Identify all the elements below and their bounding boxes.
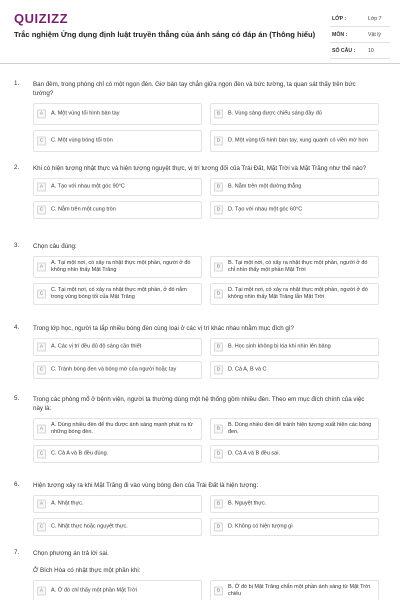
question-number: 2. — [14, 164, 20, 171]
option-text: D. Không có hiện tượng gì — [228, 523, 293, 530]
option-b[interactable] — [210, 495, 379, 513]
option-letter: D — [214, 290, 223, 299]
option-letter: C — [37, 523, 46, 532]
question-7 — [0, 549, 400, 600]
header — [0, 0, 400, 64]
option-letter: A — [37, 263, 46, 272]
question-number: 7. — [14, 549, 20, 556]
grade-value: Lớp 7 — [368, 16, 382, 22]
option-c[interactable] — [33, 283, 202, 305]
option-d[interactable] — [210, 130, 379, 152]
question-5 — [0, 395, 400, 463]
option-text: A. Ở đó chỉ thấy một phần Mặt Trời — [51, 587, 137, 594]
option-d[interactable] — [210, 283, 379, 305]
count-value: 10 — [368, 48, 374, 54]
option-text: D. Cả A, B và C — [228, 366, 267, 373]
option-a[interactable] — [33, 256, 202, 278]
option-d[interactable] — [210, 361, 379, 379]
question-text: Chọn câu đúng: — [33, 243, 77, 250]
option-letter: B — [214, 263, 223, 272]
option-text: A. Tại một nơi, có xảy ra nhật thực một phần, người ở đó không nhìn thấy Mặt Trăng — [51, 260, 191, 273]
option-text: B. Học sinh không bị lóa khi nhìn lên bảng — [228, 343, 331, 350]
option-a[interactable] — [33, 178, 202, 196]
option-letter: D — [214, 523, 223, 532]
option-text: D. Một vùng tối hình bàn tay, xung quanh có viền mờ hơn — [228, 137, 369, 144]
option-d[interactable] — [210, 445, 379, 463]
option-grid — [33, 338, 379, 379]
question-text: Trong lớp học, người ta lắp nhiều bóng đèn cùng loại ở các vị trí khác nhau nhằm mục đích gì? — [33, 325, 294, 332]
option-text: D. Tại một nơi, có xảy ra nhật thực một phần, người ở đó không nhìn thấy Mặt Trăng lẫn Mặt Trời — [228, 287, 368, 300]
option-a[interactable] — [33, 580, 202, 600]
question-text: Hiện tượng xảy ra khi Mặt Trăng đi vào vùng bóng đen của Trái Đất là hiện tượng: — [33, 482, 259, 489]
subject-value: Vật lý — [368, 32, 381, 38]
question-text: Trong các phòng mổ ở bệnh viện, người ta thường dùng một hệ thống gồm nhiều đèn. Theo em mục đích chính của việc này là: — [33, 396, 365, 412]
question-text: Ban đêm, trong phòng chỉ có một ngọn đèn. Giơ bàn tay chắn giữa ngọn đèn và bức tường, ta quan sát thấy trên bức tường? — [33, 81, 356, 97]
option-letter: A — [37, 183, 46, 192]
option-d[interactable] — [210, 518, 379, 536]
option-letter: B — [214, 587, 223, 596]
option-letter: B — [214, 110, 223, 119]
option-text: A. Nhật thực. — [51, 500, 84, 507]
option-text: D. Cả A và B đều sai. — [228, 450, 280, 457]
option-grid — [33, 178, 379, 219]
question-text: Chọn phương án trả lời sai. — [33, 550, 109, 557]
question-subtext: Ở Bích Hòa có nhật thực một phần khi: — [33, 567, 141, 574]
meta-subject — [330, 29, 390, 43]
option-b[interactable] — [210, 256, 379, 278]
question-number: 3. — [14, 242, 20, 249]
option-b[interactable] — [210, 338, 379, 356]
option-text: B. Ở đó bị Mặt Trăng chắn một phần ánh sáng từ Mặt Trời chiếu — [228, 584, 370, 597]
question-number: 1. — [14, 80, 20, 87]
option-letter: C — [37, 137, 46, 146]
option-b[interactable] — [210, 418, 379, 440]
option-text: A. Các vị trí đều đủ độ sáng cần thiết — [51, 343, 142, 350]
option-a[interactable] — [33, 495, 202, 513]
meta-panel — [330, 13, 390, 61]
subject-label: MÔN : — [332, 32, 348, 38]
option-letter: A — [37, 425, 46, 434]
question-2 — [0, 164, 400, 219]
option-text: B. Nguyệt thực. — [228, 500, 267, 507]
option-a[interactable] — [33, 338, 202, 356]
option-text: C. Nằm trên một cung tròn — [51, 206, 116, 213]
question-1 — [0, 80, 400, 152]
grade-label: LỚP : — [332, 16, 347, 22]
question-number: 5. — [14, 395, 20, 402]
option-grid — [33, 580, 379, 600]
quizizz-logo: QUIZIZZ — [14, 11, 69, 26]
option-grid — [33, 495, 379, 536]
option-letter: B — [214, 425, 223, 434]
option-c[interactable] — [33, 130, 202, 152]
option-c[interactable] — [33, 518, 202, 536]
option-letter: D — [214, 450, 223, 459]
option-letter: D — [214, 366, 223, 375]
option-letter: C — [37, 206, 46, 215]
option-b[interactable] — [210, 178, 379, 196]
option-text: C. Nhật thực hoặc nguyệt thực. — [51, 523, 128, 530]
question-number: 4. — [14, 324, 20, 331]
option-text: A. Một vùng tối hình bàn tay — [51, 110, 120, 117]
option-d[interactable] — [210, 201, 379, 219]
option-text: C. Một vùng bóng tối tròn — [51, 137, 113, 144]
option-text: C. Cả A và B đều đúng. — [51, 450, 109, 457]
option-text: A. Dùng nhiều đèn để thu được ánh sáng mạnh phát ra từ những bóng đèn. — [51, 422, 193, 435]
option-text: B. Nằm trên một đường thẳng — [228, 183, 302, 190]
option-letter: D — [214, 137, 223, 146]
option-letter: B — [214, 500, 223, 509]
count-label: SỐ CÂU : — [332, 48, 356, 54]
option-text: C. Tại một nơi, có xảy ra nhật thực một phần, ở đó nằm trong vùng bóng tối của Mặt Trăng — [51, 287, 187, 300]
option-text: C. Tránh bóng đen và bóng mờ của người hoặc tay — [51, 366, 177, 373]
option-letter: D — [214, 206, 223, 215]
question-4 — [0, 324, 400, 379]
meta-count — [330, 45, 390, 59]
option-a[interactable] — [33, 103, 202, 125]
option-letter: B — [214, 183, 223, 192]
option-letter: C — [37, 450, 46, 459]
question-number: 6. — [14, 481, 20, 488]
option-letter: A — [37, 500, 46, 509]
document-title: Trắc nghiệm Ứng dụng định luật truyền thẳng của ánh sáng có đáp án (Thông hiểu) — [14, 30, 316, 39]
option-letter: C — [37, 366, 46, 375]
option-text: B. Dùng nhiều đèn để tránh hiện tượng xuất hiện các bóng đen. — [228, 422, 372, 435]
option-letter: C — [37, 290, 46, 299]
option-c[interactable] — [33, 361, 202, 379]
option-b[interactable] — [210, 580, 379, 600]
option-letter: B — [214, 343, 223, 352]
option-text: B. Vùng sáng được chiếu sáng đầy đủ — [228, 110, 322, 117]
option-text: B. Tại một nơi, có xảy ra nhật thực một phần, người ở đó chỉ nhìn thấy một phần Mặt Trời — [228, 260, 368, 273]
question-text: Khi có hiện tượng nhật thực và hiện tượng nguyệt thực, vị trí tương đối của Trái Đất, Mặt Trời và Mặt Trăng như thế nào? — [33, 165, 367, 172]
option-letter: A — [37, 110, 46, 119]
meta-grade — [330, 13, 390, 27]
question-6 — [0, 481, 400, 536]
question-3 — [0, 242, 400, 305]
option-b[interactable] — [210, 103, 379, 125]
option-grid — [33, 418, 379, 463]
option-grid — [33, 103, 379, 152]
option-c[interactable] — [33, 201, 202, 219]
option-c[interactable] — [33, 445, 202, 463]
option-letter: A — [37, 343, 46, 352]
option-text: A. Tạo với nhau một góc 90°C — [51, 183, 125, 190]
option-a[interactable] — [33, 418, 202, 440]
option-text: D. Tạo với nhau một góc 60°C — [228, 206, 303, 213]
option-grid — [33, 256, 379, 305]
option-letter: A — [37, 587, 46, 596]
